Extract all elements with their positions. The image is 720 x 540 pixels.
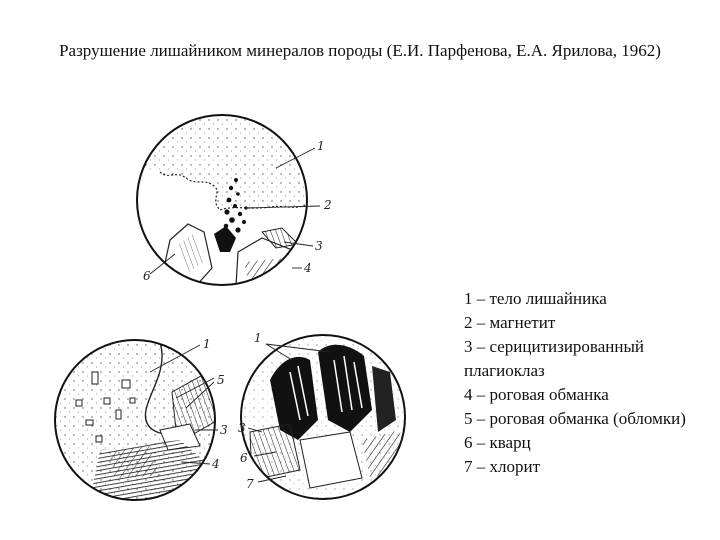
callout-top-2: 2 (324, 198, 332, 212)
legend-item-2: 2 – магнетит (464, 313, 556, 332)
callout-top-3: 3 (315, 239, 323, 253)
callout-bl-3: 3 (220, 423, 228, 437)
callout-bl-5: 5 (217, 373, 225, 387)
callout-bl-1: 1 (203, 337, 211, 351)
legend-item-7: 7 – хлорит (464, 457, 541, 476)
legend (464, 287, 704, 479)
callout-br-3: 3 (238, 421, 246, 435)
callout-top-4: 4 (304, 261, 312, 275)
micrograph-bottom-left (55, 337, 228, 500)
callout-br-6: 6 (240, 451, 248, 465)
legend-item-1: 1 – тело лишайника (464, 289, 607, 308)
legend-item-6: 6 – кварц (464, 433, 531, 452)
legend-item-5: 5 – роговая обманка (обломки) (464, 409, 686, 428)
micrograph-top (135, 115, 332, 286)
callout-br-1: 1 (254, 331, 262, 345)
figure-title: Разрушение лишайником минералов породы (Е.И. Парфенова, Е.А. Ярилова, 1962) (59, 41, 661, 60)
micrograph-bottom-right (238, 331, 410, 505)
callout-bl-4: 4 (212, 457, 220, 471)
callout-top-1: 1 (317, 139, 325, 153)
callout-top-6: 6 (143, 269, 151, 283)
legend-item-4: 4 – роговая обманка (464, 385, 609, 404)
callout-br-7: 7 (246, 477, 254, 491)
legend-item-3: 3 – серицитизированный плагиоклаз (464, 337, 649, 380)
